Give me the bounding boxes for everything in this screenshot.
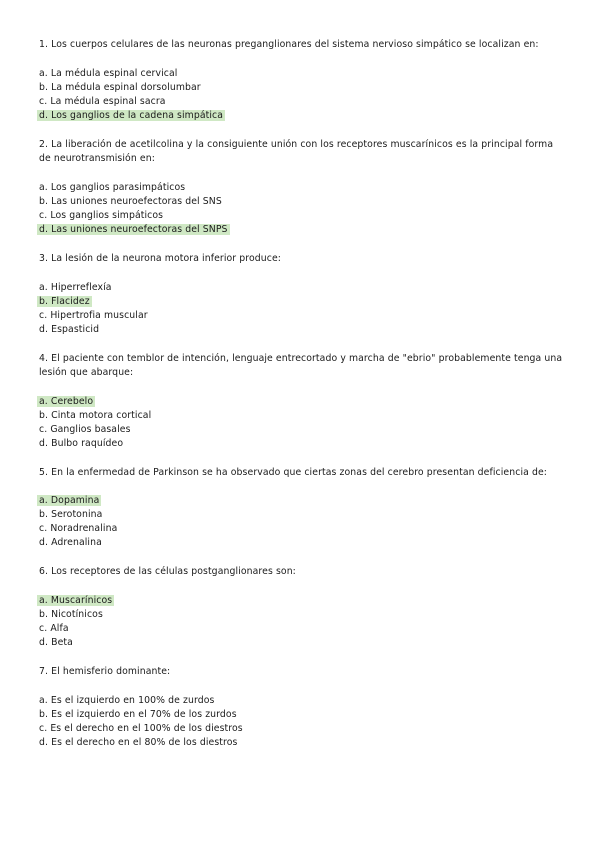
question-7-text: 7. El hemisferio dominante: bbox=[39, 666, 171, 677]
question-6-option-b: b. Nicotínicos bbox=[39, 609, 103, 620]
question-2-text-line-1: 2. La liberación de acetilcolina y la consiguiente unión con los receptores muscarínicos es la principal forma bbox=[39, 139, 554, 150]
question-1-option-b: b. La médula espinal dorsolumbar bbox=[39, 82, 201, 93]
question-2-option-b: b. Las uniones neuroefectoras del SNS bbox=[39, 196, 222, 207]
question-3-text: 3. La lesión de la neurona motora inferior produce: bbox=[39, 253, 282, 264]
question-2-option-d bbox=[39, 223, 230, 237]
question-7-option-c: c. Es el derecho en el 100% de los diestros bbox=[39, 723, 243, 734]
correct-answer-highlight: b. Flacidez bbox=[39, 296, 90, 307]
question-6-option-a bbox=[39, 594, 114, 608]
question-5-option-d: d. Adrenalina bbox=[39, 537, 102, 548]
question-7-option-d: d. Es el derecho en el 80% de los diestros bbox=[39, 737, 238, 748]
question-3-option-a: a. Hiperreflexía bbox=[39, 282, 112, 293]
correct-answer-highlight: a. Muscarínicos bbox=[39, 595, 113, 606]
question-3-option-b bbox=[39, 295, 92, 309]
question-6-option-c: c. Alfa bbox=[39, 623, 69, 634]
question-3-option-c: c. Hipertrofia muscular bbox=[39, 310, 148, 321]
question-5-option-c: c. Noradrenalina bbox=[39, 523, 118, 534]
question-5-option-b: b. Serotonina bbox=[39, 509, 103, 520]
question-7-option-b: b. Es el izquierdo en el 70% de los zurdos bbox=[39, 709, 237, 720]
question-1-option-a: a. La médula espinal cervical bbox=[39, 68, 178, 79]
question-2-text-line-2: de neurotransmisión en: bbox=[39, 153, 155, 164]
question-1-option-d bbox=[39, 109, 225, 123]
question-4-option-c: c. Ganglios basales bbox=[39, 424, 131, 435]
question-4-option-a bbox=[39, 395, 95, 409]
question-4-text-line-2: lesión que abarque: bbox=[39, 367, 134, 378]
question-6-option-d: d. Beta bbox=[39, 637, 73, 648]
question-5-text: 5. En la enfermedad de Parkinson se ha observado que ciertas zonas del cerebro presentan deficiencia de: bbox=[39, 467, 548, 478]
question-7-option-a: a. Es el izquierdo en 100% de zurdos bbox=[39, 695, 215, 706]
correct-answer-highlight: a. Cerebelo bbox=[39, 396, 94, 407]
question-6-text: 6. Los receptores de las células postganglionares son: bbox=[39, 566, 296, 577]
correct-answer-highlight: d. Los ganglios de la cadena simpática bbox=[39, 110, 224, 121]
correct-answer-highlight: d. Las uniones neuroefectoras del SNPS bbox=[39, 224, 228, 235]
question-5-option-a bbox=[39, 494, 101, 508]
question-1-text: 1. Los cuerpos celulares de las neuronas preganglionares del sistema nervioso simpático se localizan en: bbox=[39, 39, 539, 50]
question-2-option-a: a. Los ganglios parasimpáticos bbox=[39, 182, 186, 193]
question-2-option-c: c. Los ganglios simpáticos bbox=[39, 210, 164, 221]
question-1-option-c: c. La médula espinal sacra bbox=[39, 96, 166, 107]
question-4-option-d: d. Bulbo raquídeo bbox=[39, 438, 124, 449]
question-4-option-b: b. Cinta motora cortical bbox=[39, 410, 152, 421]
correct-answer-highlight: a. Dopamina bbox=[39, 495, 100, 506]
question-3-option-d: d. Espasticid bbox=[39, 324, 100, 335]
question-4-text-line-1: 4. El paciente con temblor de intención, lenguaje entrecortado y marcha de "ebrio" probablemente tenga una bbox=[39, 353, 563, 364]
